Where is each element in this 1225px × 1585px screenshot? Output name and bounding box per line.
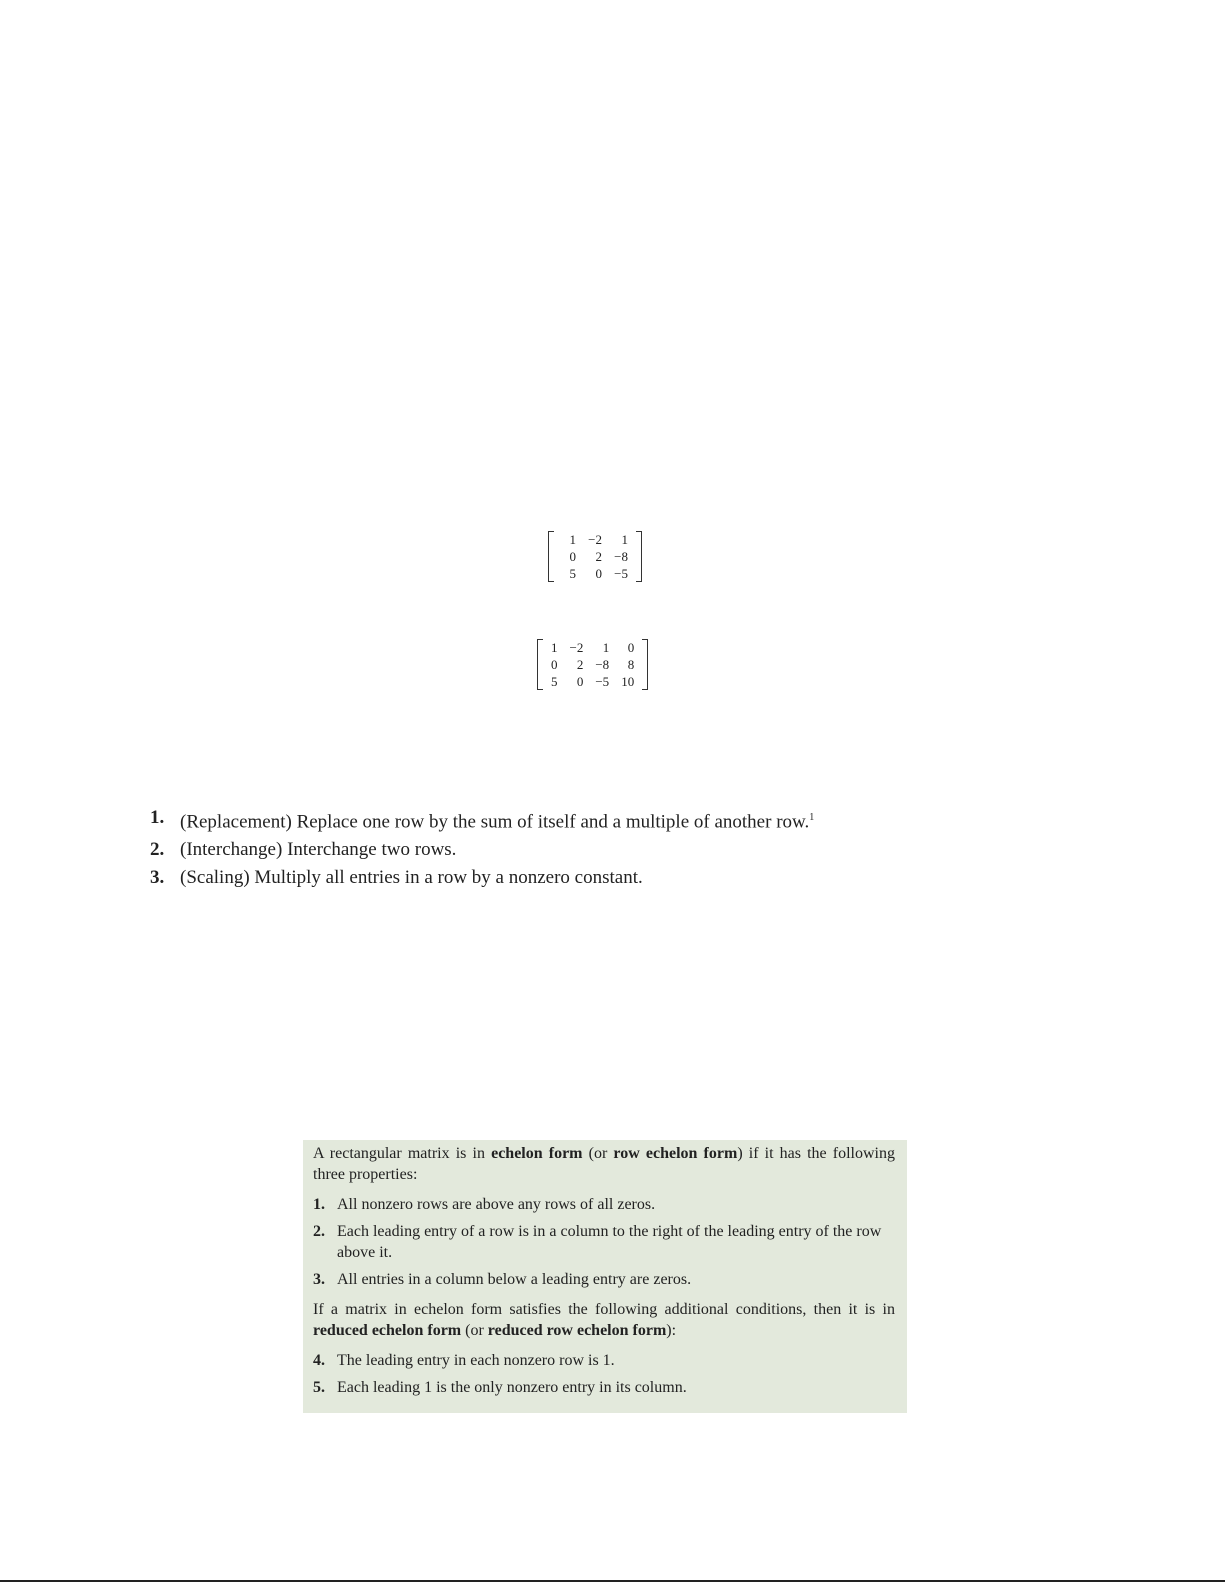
list-item — [150, 864, 850, 892]
matrix-entry: 5 — [551, 674, 558, 689]
coefficient-matrix — [548, 531, 642, 582]
list-text — [180, 804, 850, 836]
matrix-entry: −8 — [595, 657, 610, 672]
matrix-entry: 1 — [569, 532, 576, 547]
term-echelon-form: echelon form — [491, 1145, 583, 1162]
matrix-grid — [545, 639, 640, 690]
term-reduced-row-echelon-form: reduced row echelon form — [487, 1322, 667, 1339]
text-segment: ): — [666, 1322, 677, 1339]
reduced-intro — [313, 1299, 895, 1341]
text-segment: If a matrix in echelon form satisfies the following additional conditions, then it is in — [313, 1301, 895, 1318]
property-text: All entries in a column below a leading entry are zeros. — [337, 1271, 692, 1288]
property-item — [313, 1194, 895, 1215]
matrix-row — [545, 639, 640, 656]
matrix-row — [556, 548, 634, 565]
matrix-entry: 8 — [627, 657, 635, 672]
property-item — [313, 1350, 895, 1371]
right-bracket — [642, 639, 648, 690]
list-text: (Interchange) Interchange two rows. — [180, 839, 457, 861]
property-item — [313, 1377, 895, 1398]
list-item — [150, 804, 850, 836]
list-number: 1. — [150, 807, 165, 828]
list-number: 2. — [150, 839, 165, 861]
property-text: Each leading entry of a row is in a column to the right of the leading entry of the row above it. — [337, 1223, 882, 1261]
matrix-entry: −8 — [614, 549, 628, 564]
list-item — [150, 836, 850, 864]
property-number: 3. — [313, 1271, 325, 1288]
property-number: 5. — [313, 1379, 325, 1396]
text-segment: (or — [582, 1145, 614, 1162]
matrix-entry: 10 — [621, 674, 635, 689]
matrix-row — [545, 673, 640, 690]
matrix-row — [545, 656, 640, 673]
left-bracket — [537, 639, 543, 690]
list-text: (Scaling) Multiply all entries in a row by a nonzero constant. — [180, 867, 643, 889]
matrix-entry: −2 — [588, 532, 602, 547]
matrix-row — [556, 565, 634, 582]
matrix-entry: 0 — [595, 566, 602, 581]
matrix-entry: −5 — [595, 674, 610, 689]
page-bottom-rule — [0, 1580, 1225, 1582]
term-row-echelon-form: row echelon form — [613, 1145, 738, 1162]
text-segment: (or — [461, 1322, 488, 1339]
footnote-marker: 1 — [809, 812, 815, 823]
matrix-entry: 0 — [627, 640, 635, 655]
matrix-entry: 5 — [569, 566, 576, 581]
property-item — [313, 1221, 895, 1263]
property-text: All nonzero rows are above any rows of all zeros. — [337, 1196, 656, 1213]
list-number: 3. — [150, 867, 165, 889]
right-bracket — [636, 531, 642, 582]
left-bracket — [548, 531, 554, 582]
augmented-matrix — [537, 639, 648, 690]
text-segment: ) if it has the following three properties: — [313, 1145, 895, 1183]
definition-intro — [313, 1143, 895, 1185]
text-segment: A rectangular matrix is in — [313, 1145, 492, 1162]
row-operations-list — [150, 804, 850, 892]
property-number: 4. — [313, 1352, 325, 1369]
matrix-entry: 0 — [569, 549, 576, 564]
property-text: The leading entry in each nonzero row is 1. — [337, 1352, 615, 1369]
matrix-entry: 0 — [551, 657, 558, 672]
term-reduced-echelon-form: reduced echelon form — [313, 1322, 462, 1339]
matrix-entry: 1 — [602, 640, 610, 655]
matrix-entry: 2 — [595, 549, 602, 564]
matrix-row — [556, 531, 634, 548]
matrix-entry: 0 — [576, 674, 584, 689]
matrix-entry: 1 — [551, 640, 558, 655]
matrix-entry: 1 — [621, 532, 628, 547]
property-number: 2. — [313, 1223, 325, 1240]
matrix-entry: −2 — [569, 640, 584, 655]
property-item — [313, 1269, 895, 1290]
matrix-grid — [556, 531, 634, 582]
property-text: Each leading 1 is the only nonzero entry in its column. — [337, 1379, 687, 1396]
list-text-body: (Replacement) Replace one row by the sum of itself and a multiple of another row. — [180, 811, 810, 833]
matrix-entry: 2 — [576, 657, 584, 672]
property-number: 1. — [313, 1196, 325, 1213]
matrix-entry: −5 — [614, 566, 628, 581]
definition-box — [303, 1140, 907, 1413]
